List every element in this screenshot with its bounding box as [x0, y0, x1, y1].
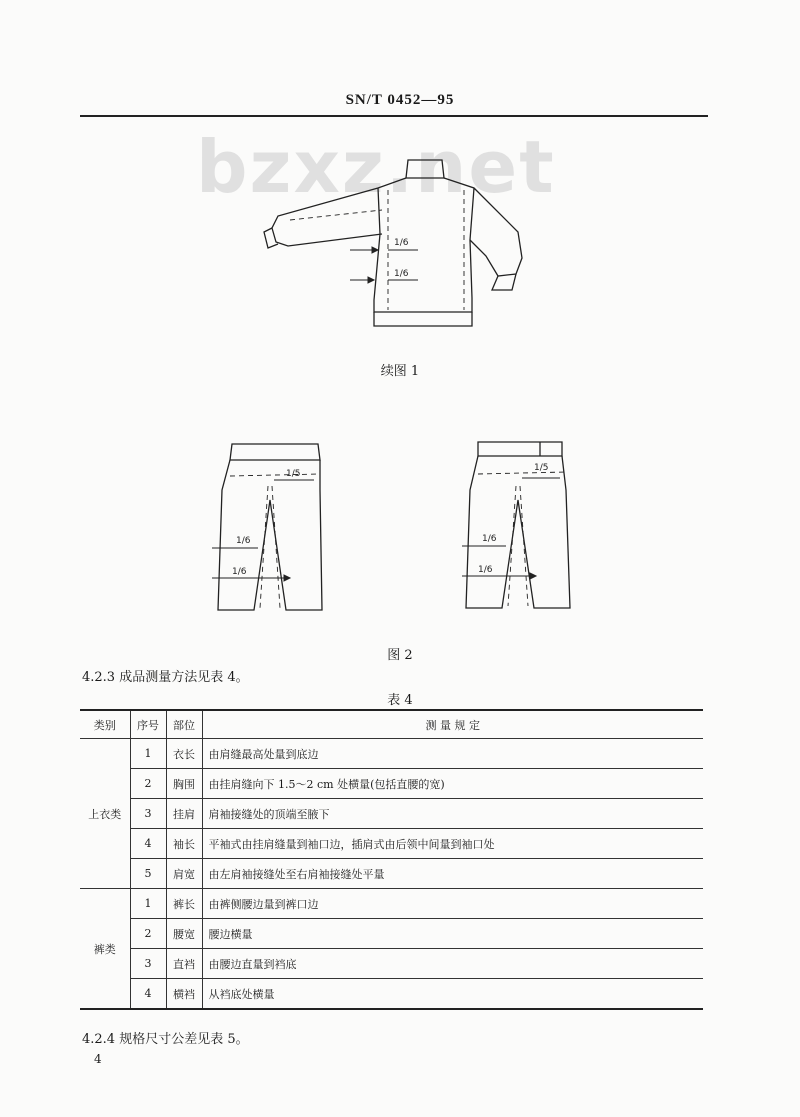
number-cell: 3 — [130, 799, 166, 829]
header-category: 类别 — [80, 710, 130, 739]
pants-front — [218, 444, 322, 610]
ratio-label: 1/5 — [286, 469, 301, 479]
part-cell: 衣长 — [166, 739, 202, 769]
left-sleeve-seam — [290, 210, 382, 220]
front-waistband — [230, 444, 320, 460]
measurement-table — [80, 709, 703, 1010]
watermark: bzxz.net — [196, 125, 556, 209]
table-row — [80, 769, 703, 799]
number-cell: 1 — [130, 889, 166, 919]
table-row — [80, 949, 703, 979]
collar-outline — [406, 160, 444, 178]
pants-back — [466, 442, 570, 608]
ratio-label: 1/6 — [232, 567, 247, 577]
ratio-label: 1/6 — [394, 269, 409, 279]
rule-cell: 由腰边直量到裆底 — [202, 949, 703, 979]
number-cell: 2 — [130, 769, 166, 799]
category-cell: 裤类 — [80, 889, 130, 1010]
rule-cell: 平袖式由挂肩缝量到袖口边，插肩式由后领中间量到袖口处 — [202, 829, 703, 859]
table-row — [80, 739, 703, 769]
part-cell: 肩宽 — [166, 859, 202, 889]
header-number: 序号 — [130, 710, 166, 739]
ratio-label: 1/6 — [394, 238, 409, 248]
sweater-diagram — [250, 150, 540, 330]
ratio-label: 1/6 — [478, 565, 493, 575]
ratio-label: 1/6 — [482, 534, 497, 544]
ratio-label: 1/6 — [236, 536, 251, 546]
waist-arrow-head — [368, 277, 374, 283]
document-code: SN/T 0452—95 — [345, 92, 455, 108]
part-cell: 横裆 — [166, 979, 202, 1010]
section-4-2-3: 4.2.3 成品测量方法见表 4。 — [82, 670, 249, 685]
part-cell: 直裆 — [166, 949, 202, 979]
table-title: 表 4 — [387, 693, 413, 708]
rule-cell: 由肩缝最高处量到底边 — [202, 739, 703, 769]
part-cell: 腰宽 — [166, 919, 202, 949]
rule-cell: 腰边横量 — [202, 919, 703, 949]
table-row — [80, 889, 703, 919]
number-cell: 4 — [130, 979, 166, 1010]
chest-arrow-head — [372, 247, 378, 253]
figure-caption: 图 2 — [387, 648, 413, 663]
table-row — [80, 799, 703, 829]
back-waistband — [478, 442, 562, 456]
table-row — [80, 979, 703, 1010]
right-sleeve-outline — [444, 178, 522, 276]
ratio-label: 1/5 — [534, 463, 549, 473]
hem-band — [374, 312, 472, 326]
back-legs-outline — [466, 456, 570, 608]
table-row — [80, 829, 703, 859]
page-number: 4 — [94, 1052, 102, 1066]
table-row — [80, 919, 703, 949]
part-cell: 裤长 — [166, 889, 202, 919]
header-part: 部位 — [166, 710, 202, 739]
rule-cell: 从裆底处横量 — [202, 979, 703, 1010]
part-cell: 挂肩 — [166, 799, 202, 829]
left-sleeve-outline — [272, 178, 406, 246]
left-cuff — [264, 228, 278, 248]
rule-cell: 肩袖接缝处的顶端至腋下 — [202, 799, 703, 829]
category-cell: 上衣类 — [80, 739, 130, 889]
number-cell: 4 — [130, 829, 166, 859]
part-cell: 袖长 — [166, 829, 202, 859]
rule-cell: 由挂肩缝向下 1.5～2 cm 处横量(包括直腰的宽) — [202, 769, 703, 799]
header-rule: 测 量 规 定 — [202, 710, 703, 739]
number-cell: 1 — [130, 739, 166, 769]
section-4-2-4: 4.2.4 规格尺寸公差见表 5。 — [82, 1032, 249, 1047]
number-cell: 3 — [130, 949, 166, 979]
rule-cell: 由左肩袖接缝处至右肩袖接缝处平量 — [202, 859, 703, 889]
table-header-row — [80, 710, 703, 739]
number-cell: 5 — [130, 859, 166, 889]
rule-cell: 由裤侧腰边量到裤口边 — [202, 889, 703, 919]
figure-caption: 续图 1 — [380, 364, 420, 379]
part-cell: 胸围 — [166, 769, 202, 799]
number-cell: 2 — [130, 919, 166, 949]
right-cuff — [492, 274, 516, 290]
table-row — [80, 859, 703, 889]
pants-diagram — [210, 430, 590, 620]
front-legs-outline — [218, 460, 322, 610]
header-rule — [80, 115, 708, 117]
